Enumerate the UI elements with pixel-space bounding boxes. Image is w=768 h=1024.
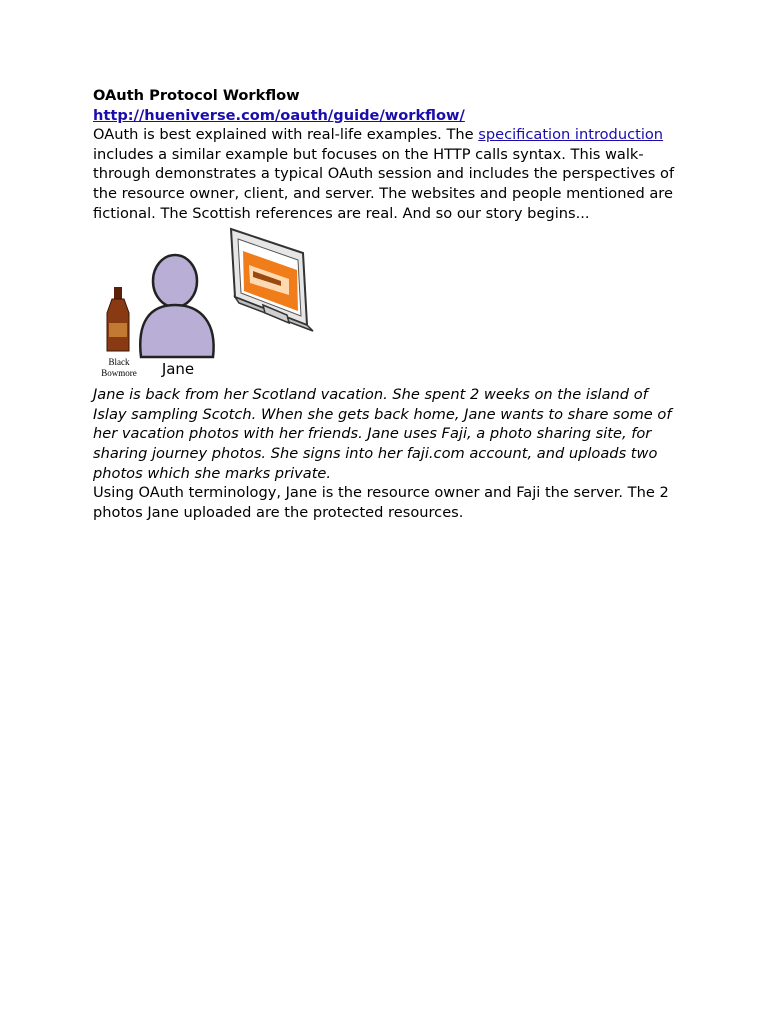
jane-illustration-svg — [93, 223, 323, 385]
person-icon — [140, 255, 213, 357]
computer-monitor-icon — [231, 229, 313, 331]
story-paragraph: Jane is back from her Scotland vacation. She spent 2 weeks on the island of Islay sampling Scotch. When she gets back home, Jane wants to share some of her vacation photos with her friends. Jane uses Faji, a photo sharing site, for sharing journey photos. She signs into her faji.com account, and uploads two photos which she marks private. — [93, 386, 672, 482]
document-page — [93, 86, 678, 522]
intro-paragraph — [93, 125, 678, 223]
specification-introduction-link[interactable]: specification introduction — [478, 126, 664, 144]
bottle-label-line2: Bowmore — [101, 368, 137, 379]
terminology-paragraph: Using OAuth terminology, Jane is the resource owner and Faji the server. The 2 photos Jane uploaded are the protected resources. — [93, 484, 669, 521]
person-label: Jane — [161, 360, 195, 379]
intro-text-after: includes a similar example but focuses on the HTTP calls syntax. This walk-through demonstrates a typical OAuth session and includes the perspectives of the resource owner, client, and server. The websites and people mentioned are fictional. The Scottish references are real. And so our story begins... — [93, 145, 675, 222]
document-title: OAuth Protocol Workflow — [93, 87, 300, 104]
whisky-bottle-icon — [107, 287, 129, 351]
intro-text-before: OAuth is best explained with real-life examples. The — [93, 126, 479, 144]
source-url-link[interactable]: http://hueniverse.com/oauth/guide/workflow/ — [93, 106, 465, 124]
jane-illustration — [93, 223, 323, 385]
bottle-label-line1: Black — [108, 357, 130, 368]
